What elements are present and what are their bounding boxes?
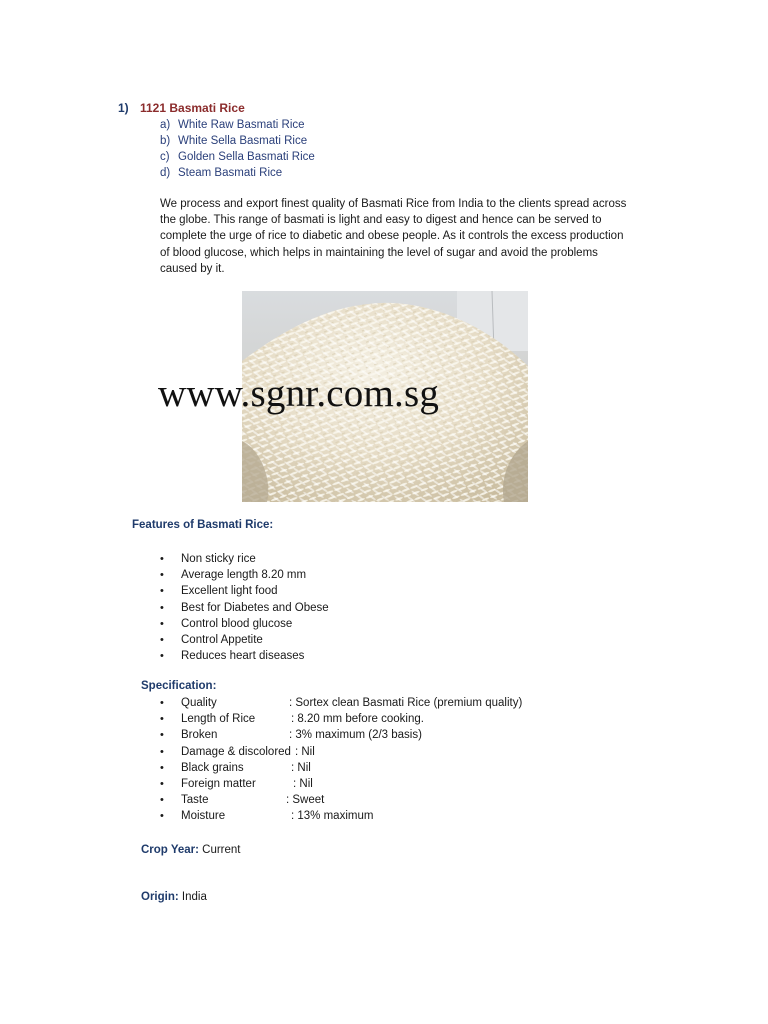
features-list bbox=[160, 551, 329, 664]
specification-heading: Specification: bbox=[141, 680, 217, 692]
list-item bbox=[160, 744, 522, 760]
spec-value: : 8.20 mm before cooking. bbox=[291, 713, 424, 726]
crop-year-label: Crop Year: bbox=[141, 844, 199, 856]
origin-line bbox=[141, 891, 207, 903]
spec-key: Moisture bbox=[181, 810, 226, 823]
features-heading: Features of Basmati Rice: bbox=[132, 519, 274, 531]
description-line: complete the urge of rice to diabetic and obese people. As it controls the excess production bbox=[160, 230, 624, 243]
spec-key: Damage & discolored bbox=[181, 745, 291, 758]
spec-value: : 3% maximum (2/3 basis) bbox=[289, 729, 422, 742]
bullet-icon: • bbox=[160, 585, 164, 598]
list-item bbox=[160, 583, 329, 599]
list-marker: d) bbox=[160, 167, 171, 179]
rice-variety-item bbox=[160, 117, 315, 133]
origin-value: India bbox=[181, 891, 207, 903]
description-line: We process and export finest quality of Basmati Rice from India to the clients spread across bbox=[160, 198, 627, 210]
spec-key: Taste bbox=[181, 794, 209, 807]
bullet-icon: • bbox=[160, 601, 164, 614]
bullet-icon: • bbox=[160, 650, 164, 663]
list-item bbox=[160, 727, 522, 743]
list-item bbox=[160, 600, 329, 616]
bullet-icon: • bbox=[160, 745, 164, 758]
bullet-icon: • bbox=[160, 810, 164, 823]
list-item bbox=[160, 760, 522, 776]
feature-text: Reduces heart diseases bbox=[181, 650, 305, 663]
list-marker: b) bbox=[160, 135, 171, 147]
list-item bbox=[160, 808, 522, 824]
spec-value: : Sortex clean Basmati Rice (premium quality) bbox=[289, 697, 523, 709]
crop-year-value: Current bbox=[202, 844, 241, 856]
list-item bbox=[160, 616, 329, 632]
feature-text: Control Appetite bbox=[181, 633, 263, 646]
list-item bbox=[160, 632, 329, 648]
crop-year-line bbox=[141, 844, 241, 856]
list-item bbox=[160, 776, 522, 792]
description-line: the globe. This range of basmati is light and easy to digest and hence can be served to bbox=[160, 214, 602, 227]
rice-variety-label: Steam Basmati Rice bbox=[178, 167, 283, 179]
bullet-icon: • bbox=[160, 617, 164, 630]
list-item bbox=[160, 567, 329, 583]
bullet-icon: • bbox=[160, 713, 164, 726]
bullet-icon: • bbox=[160, 794, 164, 807]
bullet-icon: • bbox=[160, 633, 164, 646]
rice-variety-label: Golden Sella Basmati Rice bbox=[178, 151, 315, 163]
list-item bbox=[160, 648, 329, 664]
origin-label: Origin: bbox=[141, 891, 179, 903]
bullet-icon: • bbox=[160, 553, 164, 565]
spec-value: : Nil bbox=[293, 777, 313, 790]
list-item bbox=[160, 711, 522, 727]
feature-text: Best for Diabetes and Obese bbox=[181, 601, 329, 614]
spec-value: : 13% maximum bbox=[291, 810, 374, 823]
list-item bbox=[160, 792, 522, 808]
feature-text: Excellent light food bbox=[181, 585, 278, 598]
bullet-icon: • bbox=[160, 761, 164, 774]
rice-variety-label: White Raw Basmati Rice bbox=[178, 119, 305, 131]
section-number: 1) bbox=[118, 101, 129, 115]
spec-key: Broken bbox=[181, 729, 218, 742]
rice-variety-item bbox=[160, 165, 315, 181]
list-marker: a) bbox=[160, 119, 171, 131]
list-marker: c) bbox=[160, 151, 170, 163]
rice-variety-item bbox=[160, 149, 315, 165]
rice-variety-item bbox=[160, 133, 315, 149]
bullet-icon: • bbox=[160, 729, 164, 742]
feature-text: Non sticky rice bbox=[181, 553, 256, 565]
description-line: of blood glucose, which helps in maintaining the level of sugar and avoid the problems bbox=[160, 246, 598, 259]
feature-text: Average length 8.20 mm bbox=[181, 569, 307, 582]
section-title: 1121 Basmati Rice bbox=[140, 101, 245, 115]
rice-variety-list bbox=[160, 117, 315, 181]
description-line: caused by it. bbox=[160, 262, 225, 275]
watermark-url: www.sgnr.com.sg bbox=[158, 372, 440, 415]
bullet-icon: • bbox=[160, 569, 164, 582]
spec-value: : Nil bbox=[294, 745, 315, 758]
spec-key: Foreign matter bbox=[181, 777, 256, 790]
bullet-icon: • bbox=[160, 777, 164, 790]
rice-variety-label: White Sella Basmati Rice bbox=[178, 135, 308, 147]
feature-text: Control blood glucose bbox=[181, 617, 293, 630]
spec-key: Length of Rice bbox=[181, 713, 256, 726]
spec-value: : Sweet bbox=[286, 794, 325, 807]
spec-key: Quality bbox=[181, 697, 217, 709]
spec-key: Black grains bbox=[181, 761, 244, 774]
bullet-icon: • bbox=[160, 697, 164, 709]
spec-value: : Nil bbox=[291, 761, 311, 774]
description-paragraph bbox=[160, 196, 660, 277]
specification-list bbox=[160, 695, 522, 825]
list-item bbox=[160, 695, 522, 711]
list-item bbox=[160, 551, 329, 567]
